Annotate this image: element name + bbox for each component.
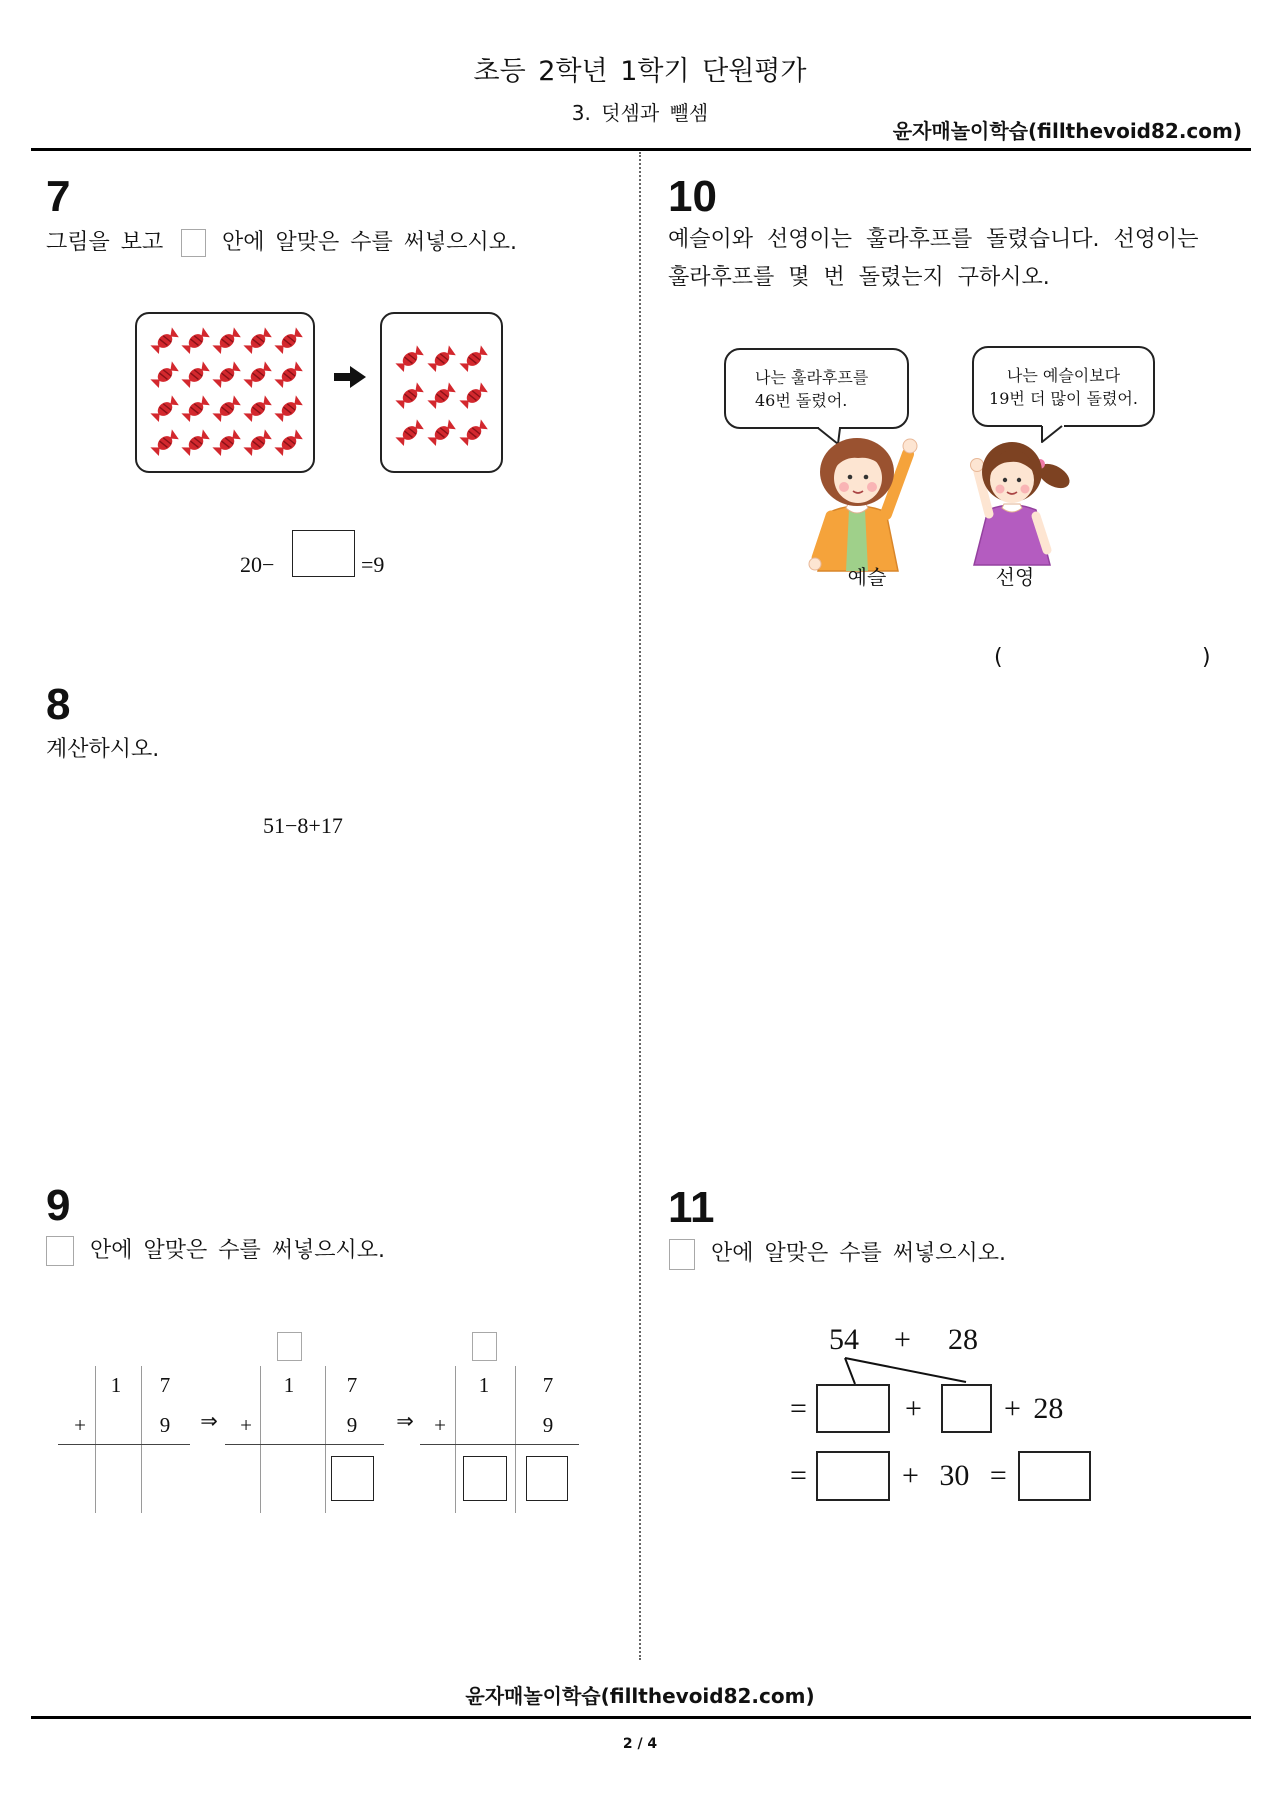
- name-label-yeseul: 예슬: [847, 565, 887, 589]
- problem-number-9: 9: [46, 1181, 71, 1230]
- name-label-seonyoung: 선영: [995, 565, 1035, 589]
- digit-ones: 7: [346, 1373, 358, 1397]
- problem-10-instruction-line-2: 훌라후프를 몇 번 돌렸는지 구하시오.: [668, 265, 1050, 290]
- digit-ones: 7: [159, 1373, 171, 1397]
- equals-sign: =: [790, 1392, 807, 1425]
- answer-box-ones: [331, 1456, 374, 1501]
- column-line: [95, 1366, 96, 1513]
- sum-line: [225, 1444, 384, 1445]
- footer-site-credit: 윤자매놀이학습(fillthevoid82.com): [465, 1684, 815, 1708]
- candy-icon: [427, 382, 456, 409]
- candy-icon: [274, 327, 303, 354]
- candy-icon: [150, 361, 179, 388]
- girls-illustration: [800, 430, 1100, 575]
- candy-icon: [243, 361, 272, 388]
- answer-box: [816, 1384, 890, 1433]
- problem-8-expression: 51−8+17: [263, 813, 343, 838]
- plus-sign: +: [74, 1413, 86, 1437]
- candy-icon: [395, 382, 424, 409]
- speech-bubble-seonyoung: [972, 346, 1155, 427]
- problem-10-instruction-line-1: 예슬이와 선영이는 훌라후프를 돌렸습니다. 선영이는: [668, 227, 1199, 252]
- digit-ones-addend: 9: [542, 1413, 554, 1437]
- header-rule: [31, 148, 1251, 151]
- plus-sign: +: [905, 1392, 922, 1425]
- digit-tens: 1: [110, 1373, 122, 1397]
- answer-box-ones: [526, 1456, 568, 1501]
- column-divider: [639, 152, 641, 1660]
- column-line: [141, 1366, 142, 1513]
- problem-7-instruction-start: 그림을 보고: [46, 230, 164, 255]
- digit-tens: 1: [283, 1373, 295, 1397]
- equals-sign: =: [790, 1459, 807, 1492]
- plus-sign: +: [434, 1413, 446, 1437]
- candy-group-before: [137, 314, 313, 471]
- unit-subtitle: 3. 덧셈과 뺄셈: [571, 101, 709, 125]
- digit-ones-addend: 9: [346, 1413, 358, 1437]
- answer-paren-close: ): [1202, 645, 1211, 670]
- candy-icon: [243, 429, 272, 456]
- problem-8-instruction: 계산하시오.: [46, 737, 160, 762]
- candy-box-before: [135, 312, 315, 473]
- candy-icon: [459, 419, 488, 446]
- candy-icon: [274, 361, 303, 388]
- plus-sign: +: [894, 1323, 911, 1356]
- candy-icon: [181, 429, 210, 456]
- candy-group-after: [382, 314, 501, 471]
- instruction-blank-box: [181, 229, 206, 257]
- row-2-tail: + 28: [1004, 1392, 1064, 1425]
- instruction-blank-box: [669, 1239, 695, 1270]
- carry-box: [277, 1332, 302, 1361]
- candy-icon: [181, 327, 210, 354]
- answer-box-tens: [463, 1456, 507, 1501]
- candy-icon: [459, 345, 488, 372]
- plus-sign: +: [240, 1413, 252, 1437]
- answer-box: [1018, 1451, 1091, 1501]
- equation-right: =9: [361, 552, 385, 577]
- candy-icon: [212, 395, 241, 422]
- speech-bubble-yeseul: [724, 348, 909, 429]
- addend-first: 54: [829, 1323, 859, 1356]
- candy-icon: [274, 395, 303, 422]
- column-line: [260, 1366, 261, 1513]
- candy-icon: [212, 327, 241, 354]
- answer-box: [292, 530, 355, 577]
- sum-line: [420, 1444, 579, 1445]
- candy-icon: [150, 395, 179, 422]
- problem-11-instruction: 안에 알맞은 수를 써넣으시오.: [711, 1241, 1006, 1266]
- candy-box-after: [380, 312, 503, 473]
- step-arrow: ⇒: [396, 1409, 414, 1433]
- candy-icon: [243, 395, 272, 422]
- bubble-text-line: 19번 더 많이 돌렸어.: [989, 389, 1138, 408]
- column-line: [325, 1366, 326, 1513]
- candy-icon: [395, 419, 424, 446]
- candy-icon: [181, 395, 210, 422]
- candy-icon: [274, 429, 303, 456]
- problem-number-8: 8: [46, 680, 71, 729]
- carry-box: [472, 1332, 497, 1361]
- answer-paren-open: (: [994, 645, 1003, 670]
- row-3-middle: + 30 =: [902, 1459, 1007, 1492]
- candy-icon: [427, 419, 456, 446]
- girl-yeseul-illustration: [809, 438, 917, 571]
- column-line: [515, 1366, 516, 1513]
- digit-ones: 7: [542, 1373, 554, 1397]
- problem-number-7: 7: [46, 172, 71, 221]
- page-number: 2 / 4: [622, 1736, 658, 1752]
- candy-icon: [427, 345, 456, 372]
- sum-line: [58, 1444, 190, 1445]
- candy-icon: [459, 382, 488, 409]
- addend-second: 28: [948, 1323, 978, 1356]
- digit-ones-addend: 9: [159, 1413, 171, 1437]
- candy-icon: [395, 345, 424, 372]
- problem-7-instruction-end: 안에 알맞은 수를 써넣으시오.: [222, 230, 517, 255]
- digit-tens: 1: [478, 1373, 490, 1397]
- bubble-text-line: 나는 예슬이보다: [1006, 366, 1121, 385]
- candy-icon: [243, 327, 272, 354]
- bubble-text-line: 나는 훌라후프를: [755, 368, 869, 387]
- problem-9-instruction: 안에 알맞은 수를 써넣으시오.: [90, 1238, 385, 1263]
- candy-icon: [212, 361, 241, 388]
- problem-number-11: 11: [668, 1183, 715, 1232]
- candy-icon: [150, 429, 179, 456]
- candy-icon: [150, 327, 179, 354]
- answer-box: [816, 1451, 890, 1501]
- answer-box: [941, 1384, 992, 1433]
- column-line: [455, 1366, 456, 1513]
- step-arrow: ⇒: [200, 1409, 218, 1433]
- equation-left: 20−: [240, 552, 275, 577]
- candy-icon: [181, 361, 210, 388]
- girl-seonyoung-illustration: [971, 442, 1074, 565]
- instruction-blank-box: [46, 1236, 74, 1266]
- candy-icon: [212, 429, 241, 456]
- bubble-text-line: 46번 돌렸어.: [755, 391, 848, 410]
- footer-rule: [31, 1716, 1251, 1719]
- right-arrow-icon: [332, 365, 368, 389]
- header-site-credit: 윤자매놀이학습(fillthevoid82.com): [892, 119, 1242, 143]
- page-title: 초등 2학년 1학기 단원평가: [473, 56, 807, 87]
- problem-number-10: 10: [668, 172, 717, 221]
